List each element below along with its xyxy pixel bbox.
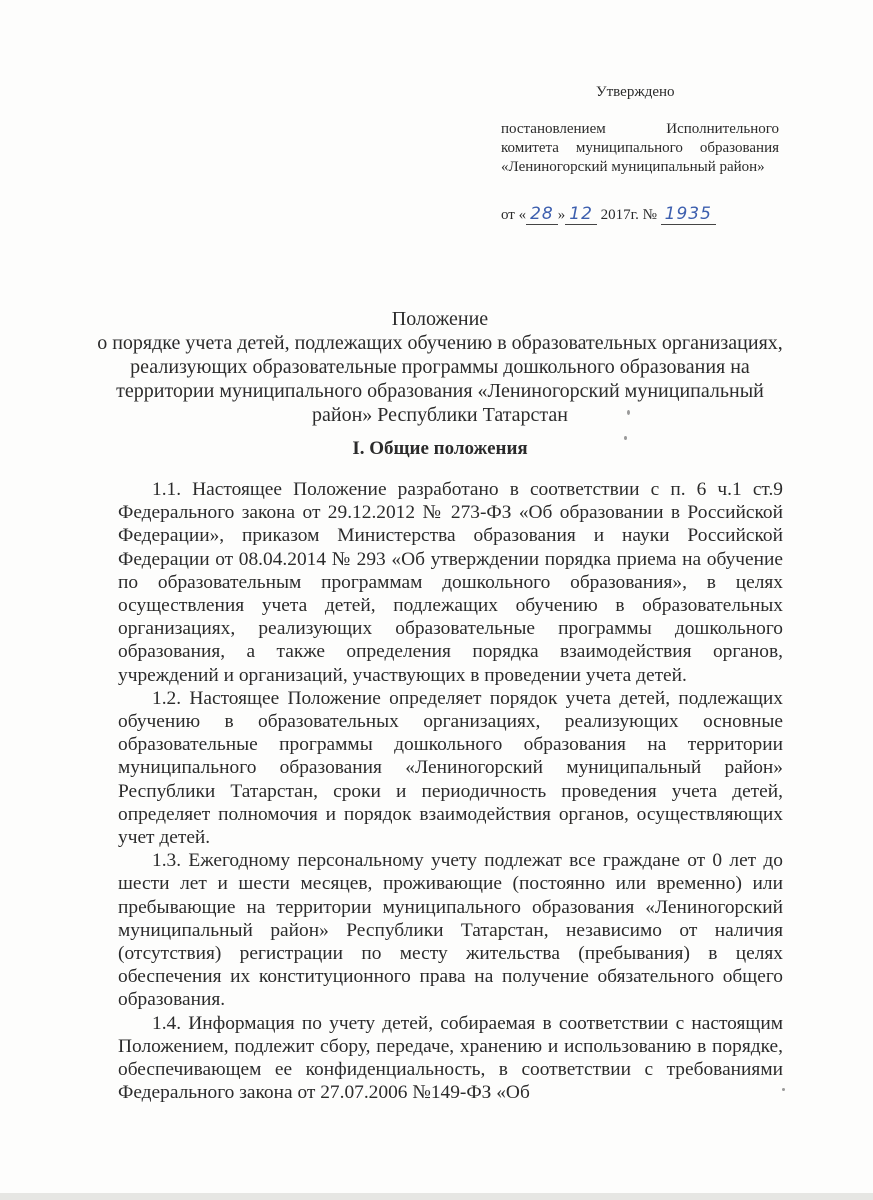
title-line-4: территории муниципального образования «Лениногорский муниципальный (116, 380, 764, 402)
scan-speck (782, 1088, 785, 1091)
scan-edge (0, 1193, 873, 1200)
scan-speck (627, 410, 630, 415)
handwritten-month: 12 (569, 204, 593, 224)
title-line-3: реализующих образовательные программы дошкольного образования на (130, 356, 750, 378)
paragraph-1-1: 1.1. Настоящее Положение разработано в соответствии с п. 6 ч.1 ст.9 Федерального закона от 29.12.2012 № 273-ФЗ «Об образовании в Российской Федерации», приказом Министерства образования и науки Российской Федерации от 08.04.2014 № 293 «Об утверждении порядка приема на обучение по образовательным программам дошкольного образования», в целях осуществления учета детей, подлежащих обучению в образовательных организациях, реализующих образовательные программы дошкольного образования, а также определения порядка взаимодействия органов, учреждений и организаций, участвующих в проведении учета детей. (118, 479, 783, 686)
resolution-date-line (501, 204, 716, 225)
approval-label: Утверждено (596, 84, 675, 100)
title-line-5: район» Республики Татарстан (312, 404, 568, 426)
body-text (118, 478, 783, 1104)
paragraph-1-3: 1.3. Ежегодному персональному учету подлежат все граждане от 0 лет до шести лет и шести месяцев, проживающие (постоянно или временно) или пребывающие на территории муниципального образования «Лениногорский муниципальный район» Республики Татарстан, независимо от наличия (отсутствия) регистрации по месту жительства (пребывания) в целях обеспечения их конституционного права на получение обязательного общего образования. (118, 850, 783, 1011)
doc-number-field (661, 204, 716, 225)
date-separator: » (557, 207, 566, 223)
date-year: 2017г. № (600, 207, 657, 223)
scan-speck (624, 436, 627, 440)
date-prefix: от « (501, 207, 527, 223)
date-day-field (526, 204, 558, 225)
document-title (90, 307, 790, 427)
section-heading: I. Общие положения (352, 438, 528, 459)
paragraph-1-2: 1.2. Настоящее Положение определяет порядок учета детей, подлежащих обучению в образовательных организациях, реализующих основные образовательные программы дошкольного образования на территории муниципального образования «Лениногорский муниципальный район» Республики Татарстан, сроки и периодичность проведения учета детей, определяет полномочия и порядок взаимодействия органов, осуществляющих учет детей. (118, 687, 783, 849)
title-line-2: о порядке учета детей, подлежащих обучению в образовательных организациях, (97, 332, 783, 354)
handwritten-day: 28 (530, 204, 554, 224)
resolution-text: постановлением Исполнительного комитета муниципального образования «Лениногорский муниципальный район» (501, 121, 779, 175)
handwritten-doc-number: 1935 (664, 204, 712, 224)
paragraph-1-4: 1.4. Информация по учету детей, собираемая в соответствии с настоящим Положением, подлежит сбору, передаче, хранению и использованию в порядке, обеспечивающем ее конфиденциальность, в соответствии с требованиями Федерального закона от 27.07.2006 №149-ФЗ «Об (118, 1012, 783, 1104)
title-line-1: Положение (391, 308, 489, 330)
date-month-field (565, 204, 597, 225)
